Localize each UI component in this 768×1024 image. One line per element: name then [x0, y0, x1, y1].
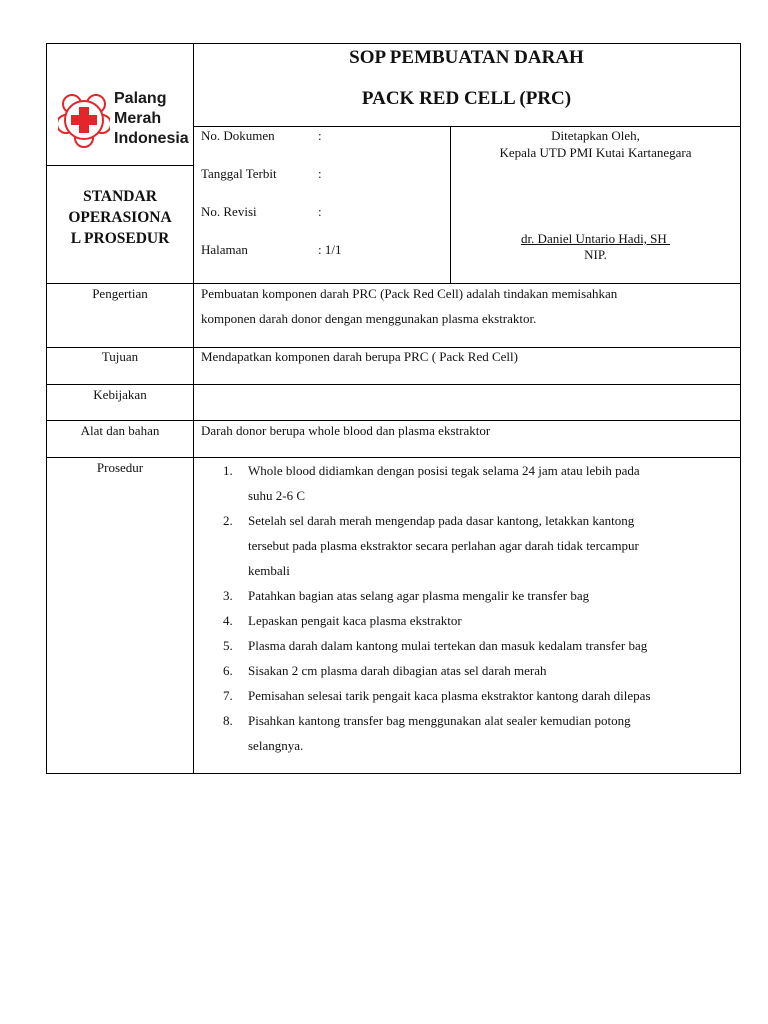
list-item	[201, 583, 736, 608]
table-border-left	[46, 43, 47, 774]
pengertian-line2: komponen darah donor dengan menggunakan plasma ekstraktor.	[201, 311, 537, 326]
step-number: 5.	[223, 638, 233, 653]
no-revisi-value: :	[318, 204, 322, 219]
org-name-line2: Merah	[114, 110, 162, 127]
step-number: 6.	[223, 663, 233, 678]
kebijakan-label: Kebijakan	[93, 387, 147, 402]
list-item	[201, 658, 736, 683]
step-line: Setelah sel darah merah mengendap pada dasar kantong, letakkan kantong	[248, 513, 635, 528]
alat-label: Alat dan bahan	[80, 423, 160, 438]
standard-label-line3: L PROSEDUR	[70, 230, 170, 247]
step-line: selangnya.	[248, 738, 304, 753]
table-border-right	[740, 43, 741, 774]
step-number: 4.	[223, 613, 233, 628]
pengertian-line1: Pembuatan komponen darah PRC (Pack Red Cell) adalah tindakan memisahkan	[201, 286, 618, 301]
row-line	[46, 384, 741, 385]
table-border-top	[46, 43, 741, 44]
sop-title-line2: PACK RED CELL (PRC)	[361, 88, 572, 109]
list-item	[201, 458, 736, 508]
title-divider	[193, 126, 741, 127]
no-dokumen-value: :	[318, 128, 322, 143]
step-line: Plasma darah dalam kantong mulai tertekan dan masuk kedalam transfer bag	[248, 638, 648, 653]
tanggal-terbit-value: :	[318, 166, 322, 181]
list-item	[201, 608, 736, 633]
step-line: Pisahkan kantong transfer bag menggunakan alat sealer kemudian potong	[248, 713, 631, 728]
standard-label-line2: OPERASIONA	[68, 209, 172, 226]
signer-nip: NIP.	[584, 247, 607, 262]
standard-label-line1: STANDAR	[83, 188, 157, 205]
no-dokumen-label: No. Dokumen	[201, 128, 275, 143]
pmi-logo	[58, 86, 189, 150]
org-name-line1: Palang	[114, 90, 167, 107]
signer-name-text: dr. Daniel Untario Hadi, SH	[520, 231, 671, 246]
step-line: Lepaskan pengait kaca plasma ekstraktor	[248, 613, 462, 628]
red-cross-emblem-icon	[58, 88, 110, 152]
step-line: suhu 2-6 C	[248, 488, 306, 503]
step-number: 3.	[223, 588, 233, 603]
step-number: 8.	[223, 713, 233, 728]
row-line	[46, 283, 741, 284]
halaman-label: Halaman	[201, 242, 248, 257]
sop-title-line1: SOP PEMBUATAN DARAH	[349, 47, 584, 68]
step-line: Patahkan bagian atas selang agar plasma mengalir ke transfer bag	[248, 588, 590, 603]
list-item	[201, 708, 736, 758]
list-item	[201, 633, 736, 658]
step-line: Pemisahan selesai tarik pengait kaca plasma ekstraktor kantong darah dilepas	[248, 688, 651, 703]
signer-name	[451, 231, 740, 247]
approval-line1: Ditetapkan Oleh,	[551, 128, 640, 143]
tujuan-text: Mendapatkan komponen darah berupa PRC ( Pack Red Cell)	[201, 349, 518, 364]
alat-text: Darah donor berupa whole blood dan plasma ekstraktor	[201, 423, 491, 438]
tanggal-terbit-label: Tanggal Terbit	[201, 166, 277, 181]
step-line: kembali	[248, 563, 290, 578]
step-line: Sisakan 2 cm plasma darah dibagian atas sel darah merah	[248, 663, 547, 678]
step-number: 7.	[223, 688, 233, 703]
no-revisi-label: No. Revisi	[201, 204, 257, 219]
logo-divider	[46, 165, 194, 166]
step-number: 2.	[223, 513, 233, 528]
pengertian-label: Pengertian	[92, 286, 148, 301]
step-line: tersebut pada plasma ekstraktor secara perlahan agar darah tidak tercampur	[248, 538, 639, 553]
row-line	[46, 347, 741, 348]
list-item	[201, 508, 736, 583]
procedure-list	[201, 458, 736, 758]
tujuan-label: Tujuan	[101, 349, 139, 364]
org-name-line3: Indonesia	[114, 130, 189, 147]
list-item	[201, 683, 736, 708]
approval-line2: Kepala UTD PMI Kutai Kartanegara	[499, 145, 692, 160]
step-line: Whole blood didiamkan dengan posisi tegak selama 24 jam atau lebih pada	[248, 463, 640, 478]
step-number: 1.	[223, 463, 233, 478]
row-line	[46, 420, 741, 421]
halaman-value: : 1/1	[318, 242, 342, 257]
column-divider	[193, 43, 194, 774]
table-border-bottom	[46, 773, 741, 774]
prosedur-label: Prosedur	[96, 460, 144, 475]
